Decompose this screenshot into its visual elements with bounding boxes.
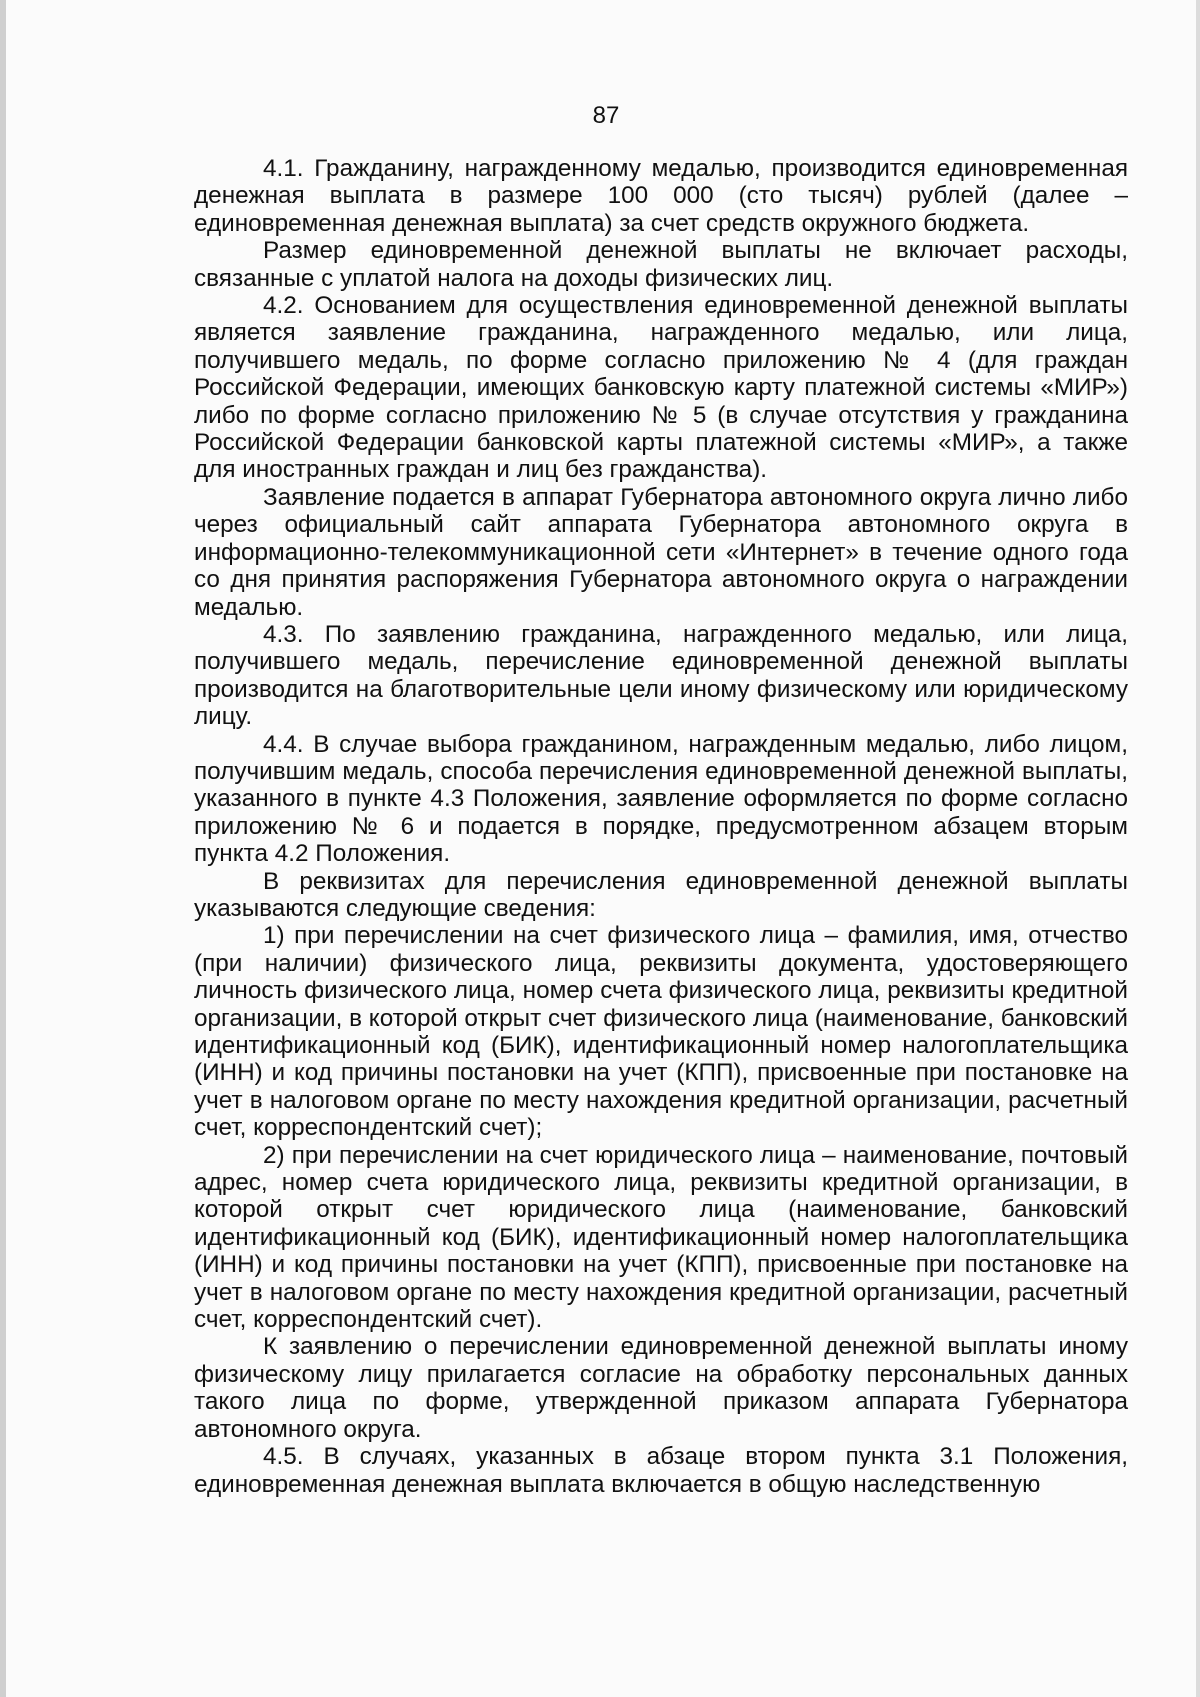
- paragraph-item-2: 2) при перечислении на счет юридического лица – наименование, почтовый адрес, номер счета юридического лица, реквизиты кредитной организации, в которой открыт счет юридического лица (наименование, банковский идентификационный код (БИК), идентификационный номер налогоплательщика (ИНН) и код причины постановки на учет (КПП), присвоенные при постановке на учет в налоговом органе по месту нахождения кредитной организации, расчетный счет, корреспондентский счет).: [194, 1141, 1128, 1334]
- paragraph-payment-size: Размер единовременной денежной выплаты не включает расходы, связанные с уплатой налога на доходы физических лиц.: [194, 237, 1128, 292]
- paragraph-consent: К заявлению о перечислении единовременной денежной выплаты иному физическому лицу прилагается согласие на обработку персональных данных такого лица по форме, утвержденной приказом аппарата Губернатора автономного округа.: [194, 1333, 1128, 1443]
- paragraph-4-5: 4.5. В случаях, указанных в абзаце втором пункта 3.1 Положения, единовременная денежная выплата включается в общую наследственную: [194, 1443, 1128, 1498]
- paragraph-application-submission: Заявление подается в аппарат Губернатора автономного округа лично либо через официальный сайт аппарата Губернатора автономного округа в информационно-телекоммуникационной сети «Интернет» в течение одного года со дня принятия распоряжения Губернатора автономного округа о награждении медалью.: [194, 483, 1128, 621]
- paragraph-4-2: 4.2. Основанием для осуществления единовременной денежной выплаты является заявление гражданина, награжденного медалью, или лица, получившего медаль, по форме согласно приложению № 4 (для граждан Российской Федерации, имеющих банковскую карту платежной системы «МИР») либо по форме согласно приложению № 5 (в случае отсутствия у гражданина Российской Федерации банковской карты платежной системы «МИР», а также для иностранных граждан и лиц без гражданства).: [194, 292, 1128, 484]
- paragraph-4-1: 4.1. Гражданину, награжденному медалью, производится единовременная денежная выплата в размере 100 000 (сто тысяч) рублей (далее – единовременная денежная выплата) за счет средств окружного бюджета.: [194, 155, 1128, 237]
- paragraph-requisites-intro: В реквизитах для перечисления единовременной денежной выплаты указываются следующие сведения:: [194, 867, 1128, 922]
- page-number: 87: [592, 102, 620, 129]
- paragraph-4-3: 4.3. По заявлению гражданина, награжденного медалью, или лица, получившего медаль, перечисление единовременной денежной выплаты производится на благотворительные цели иному физическому или юридическому лицу.: [194, 620, 1128, 731]
- paragraph-4-4: 4.4. В случае выбора гражданином, награжденным медалью, либо лицом, получившим медаль, способа перечисления единовременной денежной выплаты, указанного в пункте 4.3 Положения, заявление оформляется по форме согласно приложению № 6 и подается в порядке, предусмотренном абзацем вторым пункта 4.2 Положения.: [194, 730, 1128, 868]
- paragraph-item-1: 1) при перечислении на счет физического лица – фамилия, имя, отчество (при наличии) физического лица, реквизиты документа, удостоверяющего личность физического лица, номер счета физического лица, реквизиты кредитной организации, в которой открыт счет физического лица (наименование, банковский идентификационный код (БИК), идентификационный номер налогоплательщика (ИНН) и код причины постановки на учет (КПП), присвоенные при постановке на учет в налоговом органе по месту нахождения кредитной организации, расчетный счет, корреспондентский счет);: [194, 922, 1128, 1142]
- document-body: [194, 155, 1128, 1498]
